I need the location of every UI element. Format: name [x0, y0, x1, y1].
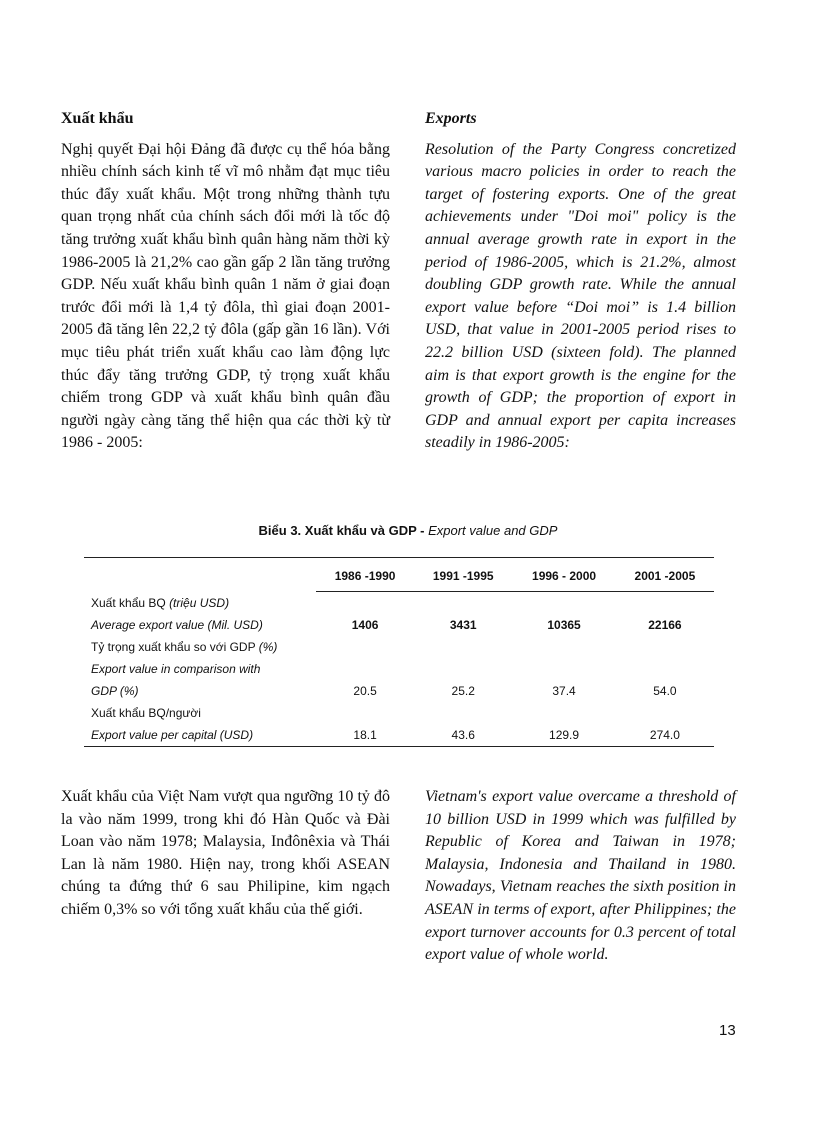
table-caption-vi: Biểu 3. Xuất khẩu và GDP - [258, 523, 425, 538]
table-cell: 54.0 [653, 684, 677, 698]
table-header-row [84, 558, 714, 592]
row-label-en: Export value per capital (USD) [84, 724, 316, 747]
row-label-en: GDP (%) [91, 684, 139, 698]
column-header: 2001 -2005 [634, 569, 696, 583]
table-row [84, 614, 714, 636]
page-number: 13 [719, 1022, 736, 1039]
table-row [84, 724, 714, 747]
row-label-en: Average export value (Mil. USD) [91, 618, 263, 632]
row-label-vi: Xuất khẩu BQ (triệu USD) [91, 596, 230, 610]
paragraph-en: Resolution of the Party Congress concretized various macro policies in order to reach the target of fostering exports. One of the great achievements under "Doi moi" policy is the annual average growth rate in export in the period of 1986-2005, which is 21.2%, almost doubling GDP growth rate. While the annual export value before “Doi moi” is 1.4 billion USD, that value in 2001-2005 period rises to 22.2 billion USD (sixteen fold). The planned aim is that export growth is the engine for the growth of GDP; the proportion of export in GDP and annual export per capita increases steadily in 1986-2005: [425, 140, 736, 452]
table-cell: 10365 [547, 618, 581, 632]
bottom-paragraph-en: Vietnam's export value overcame a threshold of 10 billion USD in 1999 which was fulfilled by Republic of Korea and Taiwan in 1978; Malaysia, Indonesia and Thailand in 1980. Nowadays, Vietnam reaches the sixth position in ASEAN in terms of export, after Philippines; the export turnover accounts for 0.3 percent of total export value of whole world. [425, 788, 736, 964]
table-row [84, 636, 714, 658]
section-heading-vi: Xuất khẩu [61, 110, 134, 127]
paragraph-vi: Nghị quyết Đại hội Đảng đã được cụ thể hóa bằng nhiều chính sách kinh tế vĩ mô nhằm đạt mục tiêu thúc đẩy xuất khẩu. Một trong những thành tựu quan trọng nhất của chính sách đổi mới là tốc độ tăng trưởng xuất khẩu bình quân hàng năm thời kỳ 1986-2005 là 21,2% cao gần gấp 2 lần tăng trưởng GDP. Nếu xuất khẩu bình quân 1 năm ở giai đoạn trước đổi mới là 1,4 tỷ đôla, thì giai đoạn 2001-2005 đã tăng lên 22,2 tỷ đôla (gấp gần 16 lần). Với mục tiêu phát triển xuất khẩu cao làm động lực thúc đẩy tăng trưởng GDP, tỷ trọng xuất khẩu chiếm trong GDP và xuất khẩu bình quân đầu người ngày càng tăng thể hiện qua các thời kỳ từ 1986 - 2005: [61, 140, 390, 452]
export-gdp-table [84, 557, 714, 747]
table-cell: 20.5 [353, 684, 377, 698]
table-caption-en: Export value and GDP [428, 523, 558, 538]
table-row [84, 702, 714, 724]
section-heading-en: Exports [425, 110, 477, 127]
table-row [84, 592, 714, 614]
row-label-vi: Xuất khẩu BQ/người [91, 706, 201, 720]
table-row [84, 680, 714, 702]
row-label-en: Export value in comparison with [91, 662, 261, 676]
table-cell: 22166 [648, 618, 682, 632]
column-header: 1986 -1990 [334, 569, 396, 583]
bottom-paragraph-vi: Xuất khẩu của Việt Nam vượt qua ngưỡng 10 tỷ đô la vào năm 1999, trong khi đó Hàn Quốc và Đài Loan vào năm 1978; Malaysia, Inđônêxia và Thái Lan là năm 1980. Hiện nay, trong khối ASEAN chúng ta đứng thứ 6 sau Philipine, kim ngạch chiếm 0,3% so với tổng xuất khẩu của thế giới. [61, 788, 390, 918]
left-column [61, 108, 390, 455]
table-cell: 25.2 [451, 684, 475, 698]
table-row [84, 658, 714, 680]
table-cell: 274.0 [616, 724, 714, 747]
table-cell: 37.4 [552, 684, 576, 698]
table-cell: 129.9 [512, 724, 616, 747]
row-label-vi: Tỷ trọng xuất khẩu so với GDP (%) [91, 640, 278, 654]
table-cell: 18.1 [316, 724, 414, 747]
bottom-right-column [425, 786, 736, 967]
table-cell: 3431 [449, 618, 477, 632]
table-cell: 1406 [351, 618, 379, 632]
table-cell: 43.6 [414, 724, 512, 747]
column-header: 1991 -1995 [432, 569, 494, 583]
bottom-left-column [61, 786, 390, 922]
column-header: 1996 - 2000 [532, 569, 597, 583]
right-column [425, 108, 736, 455]
table-caption [0, 523, 816, 538]
